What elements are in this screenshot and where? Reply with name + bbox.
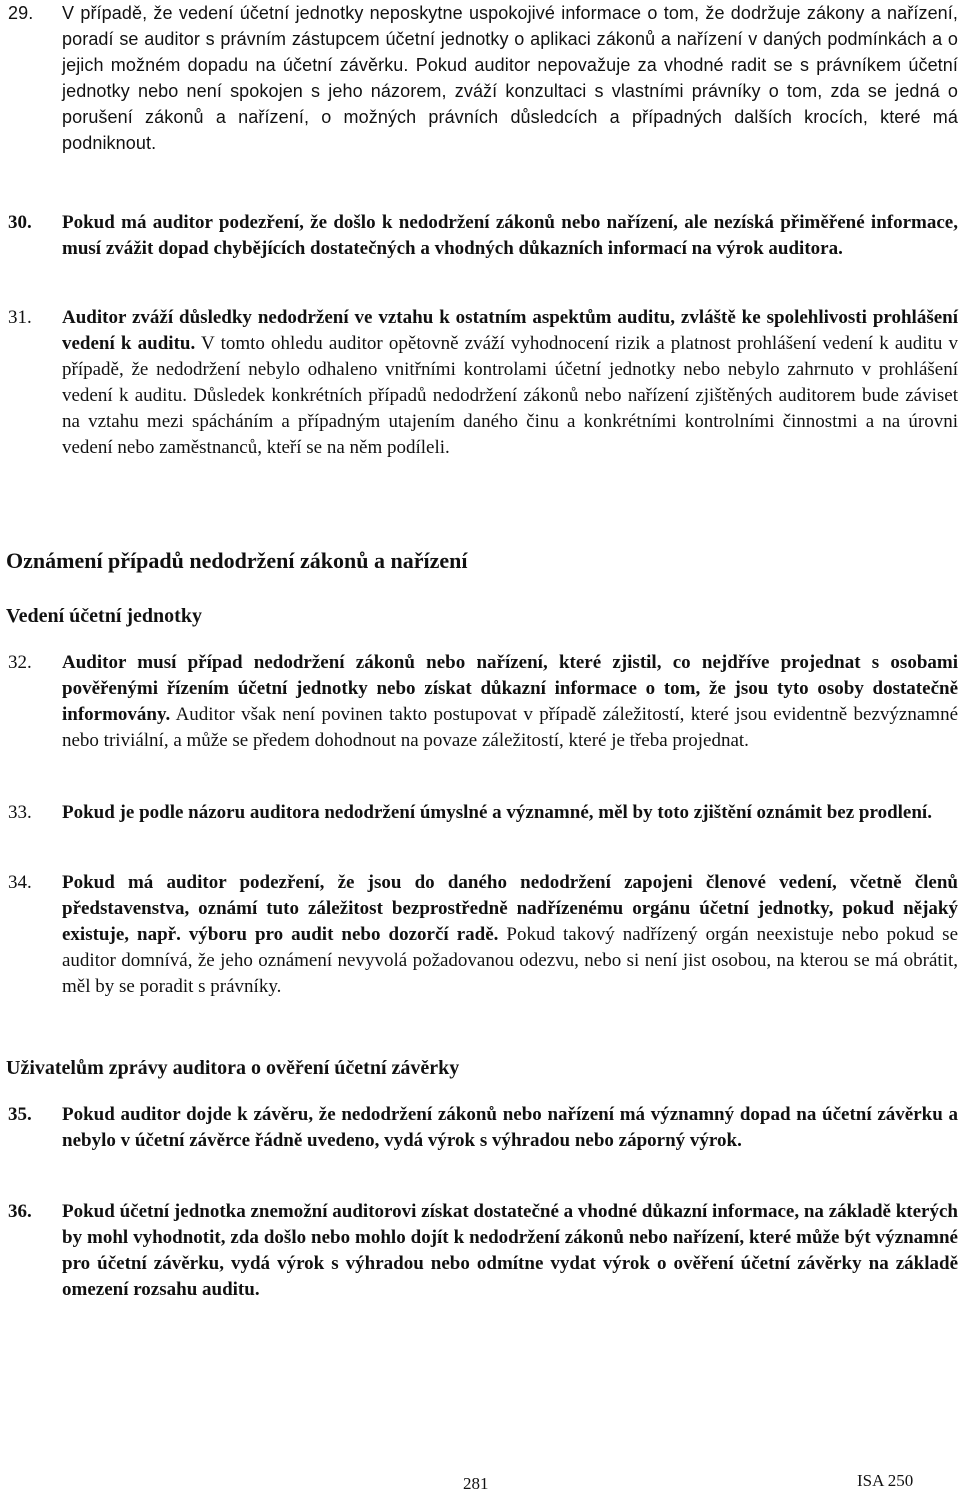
paragraph-bold-text: Auditor zváží důsledky nedodržení ve vztahu k ostatním aspektům auditu, zvláště ke spolehlivosti prohlášení vedení k auditu. xyxy=(62,307,958,354)
paragraph-number: 35. xyxy=(8,1104,32,1125)
paragraph-number: 29. xyxy=(8,3,34,23)
paragraph-bold-text: Auditor musí případ nedodržení zákonů nebo nařízení, které zjistil, co nejdříve projednat s osobami pověřenými řízením účetní jednotky nebo získat důkazní informace o tom, že jsou tyto osoby dostatečně informovány. xyxy=(62,652,958,725)
page-number: 281 xyxy=(463,1474,489,1493)
paragraph-35 xyxy=(10,1102,958,1154)
paragraph-bold-text: Pokud účetní jednotka znemožní auditorovi získat dostatečné a vhodné důkazní informace, na základě kterých by mohl vyhodnotit, zda došlo nebo mohlo dojít k nedodržení zákonů nebo nařízení, které může být významné pro účetní závěrku, vydá výrok s výhradou nebo odmítne vydat výrok o ověření účetní závěrky na základě omezení rozsahu auditu. xyxy=(62,1201,958,1300)
paragraph-number: 33. xyxy=(8,802,32,823)
paragraph-36 xyxy=(10,1199,958,1303)
paragraph-number: 31. xyxy=(8,307,32,328)
paragraph-text: V tomto ohledu auditor opětovně zváží vyhodnocení rizik a platnost prohlášení vedení k auditu v případě, že nedodržení nebylo odhaleno vnitřními kontrolami účetní jednotky nebo nebylo zahrnuto v prohlášení vedení k auditu. Důsledek konkrétních případů nedodržení zákonů nebo nařízení zjištěných auditorem bude záviset na vztahu mezi spácháním a případným utajením daného činu a konkrétními kontrolními činnostmi a na úrovni vedení nebo zaměstnanců, kteří se na něm podíleli. xyxy=(62,333,958,458)
paragraph-number: 36. xyxy=(8,1201,32,1222)
paragraph-number: 32. xyxy=(8,652,32,673)
paragraph-33 xyxy=(10,800,958,826)
section-heading: Oznámení případů nedodržení zákonů a nařízení xyxy=(6,548,468,573)
paragraph-30 xyxy=(10,210,958,262)
paragraph-34 xyxy=(10,870,958,1000)
paragraph-text: V případě, že vedení účetní jednotky neposkytne uspokojivé informace o tom, že dodržuje zákony a nařízení, poradí se auditor s právním zástupcem účetní jednotky o aplikaci zákonů a nařízení v daných podmínkách a o jejich možném dopadu na účetní závěrku. Pokud auditor nepovažuje za vhodné radit se s právníkem účetní jednotky nebo není spokojen s jeho názorem, zváží konzultaci s vlastními právníky o tom, zda se jedná o porušení zákonů a nařízení, o možných právních důsledcích a případných dalších krocích, které má podniknout. xyxy=(62,3,958,153)
paragraph-31 xyxy=(10,305,958,461)
paragraph-29 xyxy=(10,0,958,156)
paragraph-text: Pokud takový nadřízený orgán neexistuje nebo pokud se auditor domnívá, že jeho oznámení nevyvolá požadovanou odezvu, nebo si není jist osobou, na kterou se má obrátit, měl by se poradit s právníky. xyxy=(62,924,959,997)
paragraph-bold-text: Pokud má auditor podezření, že jsou do daného nedodržení zapojeni členové vedení, včetně členů představenstva, oznámí tuto záležitost bezprostředně nadřízenému orgánu účetní jednotky, pokud nějaký existuje, např. výboru pro audit nebo dozorčí radě. xyxy=(62,872,958,945)
paragraph-bold-text: Pokud auditor dojde k závěru, že nedodržení zákonů nebo nařízení má významný dopad na účetní závěrku a nebylo v účetní závěrce řádně uvedeno, vydá výrok s výhradou nebo záporný výrok. xyxy=(62,1104,958,1151)
subsection-heading-uzivatelum: Uživatelům zprávy auditora o ověření účetní závěrky xyxy=(6,1057,460,1079)
subsection-heading-vedeni: Vedení účetní jednotky xyxy=(6,605,202,627)
paragraph-bold-text: Pokud má auditor podezření, že došlo k nedodržení zákonů nebo nařízení, ale nezíská přiměřené informace, musí zvážit dopad chybějících dostatečných a vhodných důkazních informací na výrok auditora. xyxy=(62,212,958,259)
paragraph-number: 30. xyxy=(8,212,32,233)
standard-label: ISA 250 xyxy=(857,1471,914,1490)
paragraph-bold-text: Pokud je podle názoru auditora nedodržení úmyslné a významné, měl by toto zjištění oznámit bez prodlení. xyxy=(62,802,932,823)
paragraph-32 xyxy=(10,650,958,754)
paragraph-text: Auditor však není povinen takto postupovat v případě záležitostí, které jsou evidentně bezvýznamné nebo triviální, a může se předem dohodnout na povaze záležitostí, které je třeba projednat. xyxy=(62,704,959,751)
paragraph-number: 34. xyxy=(8,872,32,893)
